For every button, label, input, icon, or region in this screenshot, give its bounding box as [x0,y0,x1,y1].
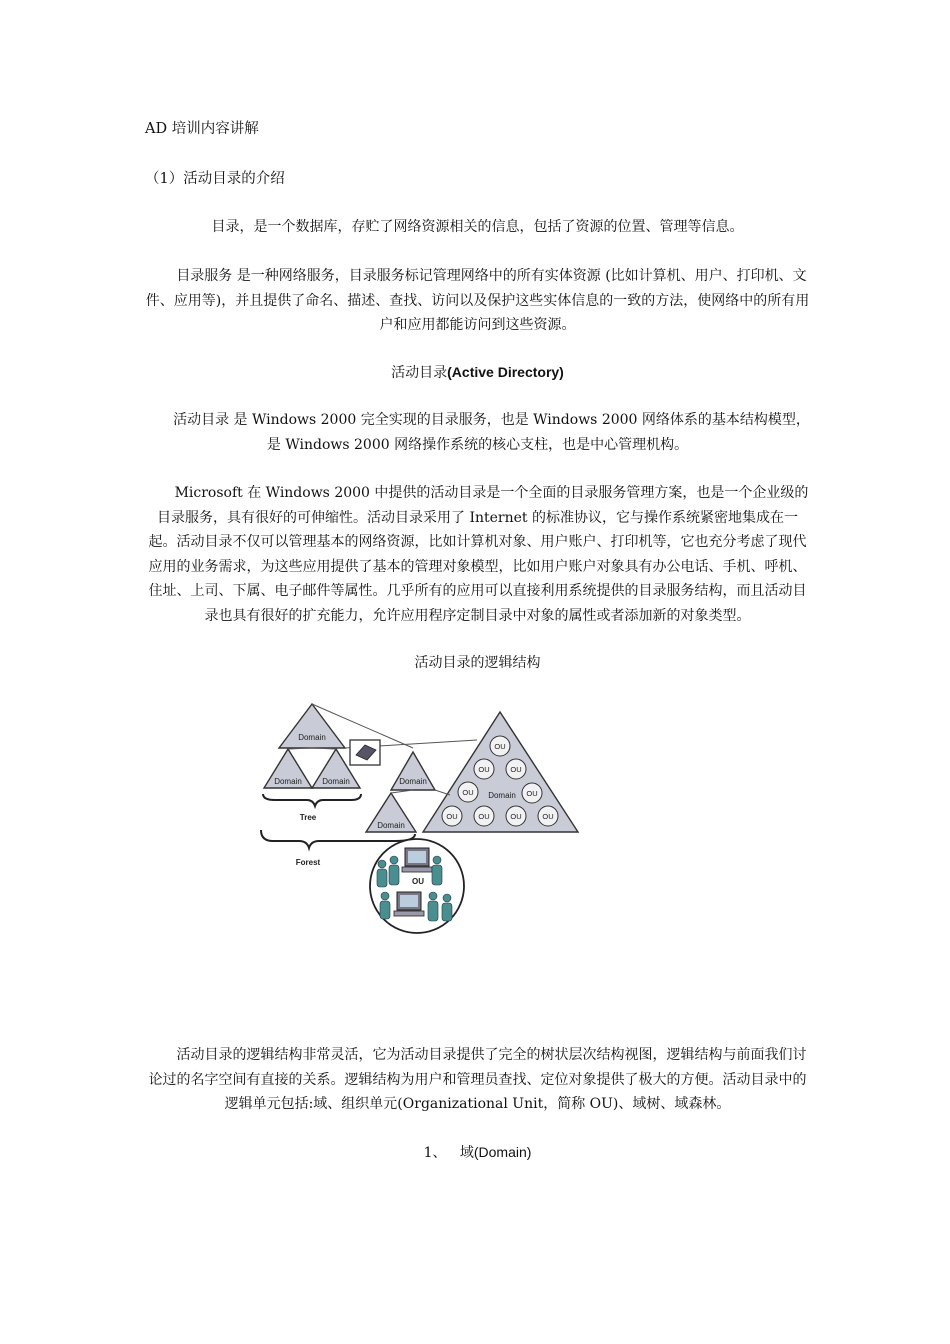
paragraph-text: 活动目录的逻辑结构非常灵活，它为活动目录提供了完全的树状层次结构视图，逻辑结构与前面我们讨论过的名字空间有直接的关系。逻辑结构为用户和管理员查找、定位对象提供了极大的方便。活动目录中的逻辑单元包括:域、组织单元(Organizational Unit，简称 OU)、域树、域森林。 [148,1047,807,1112]
ou-label: OU [494,742,506,751]
tree-brace [263,794,361,806]
ou-label: OU [510,812,522,821]
domain-label: Domain [377,821,405,830]
heading-number: 1、 [423,1145,447,1161]
ou-label: OU [462,788,474,797]
doc-title: AD 培训内容讲解 [145,121,259,137]
ou-label: OU [478,765,490,774]
paragraph-directory [145,215,810,240]
tree-label: Tree [299,813,317,822]
heading-text: 活动目录 [391,365,448,381]
ou-center-label: OU [412,877,424,886]
heading-text: 活动目录的逻辑结构 [414,655,541,671]
ou-label: OU [542,812,554,821]
heading-logical-structure [145,651,810,676]
paragraph-text: Microsoft 在 Windows 2000 中提供的活动目录是一个全面的目录服务管理方案，也是一个企业级的目录服务，具有很好的可伸缩性。活动目录采用了 Internet 的标准协议，它与操作系统紧密地集成在一起。活动目录不仅可以管理基本的网络资源，比如计算机对象、用户账户、打印机等，它也充分考虑了现代应用的业务需求，为这些应用提供了基本的管理对象模型，比如用户账户对象具有办公电话、手机、呼机、住址、上司、下属、电子邮件等属性。几乎所有的应用可以直接利用系统提供的目录服务结构，而且活动目录也具有很好的扩充能力，允许应用程序定制目录中对象的属性或者添加新的对象类型。 [148,485,809,624]
ou-label: OU [446,812,458,821]
paragraph-text: 活动目录 是 Windows 2000 完全实现的目录服务，也是 Windows 2000 网络体系的基本结构模型，是 Windows 2000 网络操作系统的核心支柱，也是中心管理机构。 [173,412,810,453]
ou-label: OU [510,765,522,774]
domain-label: Domain [298,733,326,742]
logical-structure-diagram [255,700,585,940]
section-heading: （1）活动目录的介绍 [145,171,285,187]
paragraph-microsoft [145,481,810,628]
heading-active-directory [145,360,810,386]
paragraph-ad-windows2000 [145,408,810,457]
domain-label: Domain [488,791,516,800]
printer-icon [350,740,380,765]
domain-label: Domain [322,777,350,786]
ou-label: OU [526,789,538,798]
paragraph-logical-structure [145,1043,810,1117]
paragraph-directory-service [145,264,810,338]
forest-label: Forest [295,858,321,867]
heading-text-bold: (Active Directory) [447,364,564,380]
computer-icon [394,892,424,916]
computer-icon [402,848,432,872]
paragraph-text: 目录，是一个数据库，存贮了网络资源相关的信息，包括了资源的位置、管理等信息。 [211,219,744,235]
domain-label: Domain [274,777,302,786]
ou-label: OU [478,812,490,821]
heading-domain [145,1140,810,1166]
heading-text: 域(Domain) [459,1144,532,1160]
paragraph-text: 目录服务 是一种网络服务，目录服务标记管理网络中的所有实体资源 (比如计算机、用户、打印机、文件、应用等)，并且提供了命名、描述、查找、访问以及保护这些实体信息的一致的方法，使网络中的所有用户和应用都能访问到这些资源。 [145,268,810,333]
domain-label: Domain [399,777,427,786]
